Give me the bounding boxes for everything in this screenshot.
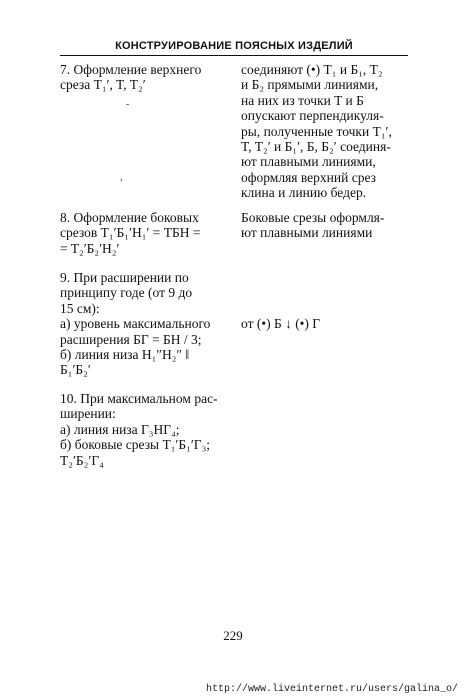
text-line: ширении: xyxy=(60,406,116,422)
step-description xyxy=(60,62,232,93)
source-watermark: http://www.liveinternet.ru/users/galina_o/ xyxy=(205,684,458,695)
text-line: Б₁′Б₂′ xyxy=(60,362,91,378)
header-rule xyxy=(60,55,408,56)
text-line xyxy=(241,285,408,300)
text-line: от (•) Б ↓ (•) Г xyxy=(241,316,321,332)
text-line: T₂′Б₂′Г₄ xyxy=(60,452,104,468)
text-line: 15 см): xyxy=(60,300,100,316)
text-line: ют плавными линиями xyxy=(241,225,373,241)
text-line: б) боковые срезы T₁′Б₁′Г₃; xyxy=(60,437,211,453)
text-line: срезов T₁′Б₁′Н₁′ = TБН = xyxy=(60,225,201,241)
step-instruction xyxy=(241,270,408,332)
text-line: 10. При максимальном рас- xyxy=(60,391,218,406)
print-speck: - xyxy=(126,99,130,110)
page-number: 229 xyxy=(223,628,243,643)
text-line: = T₂′Б₂′Н₂′ xyxy=(60,240,120,256)
step-description xyxy=(60,270,232,378)
running-header: КОНСТРУИРОВАНИЕ ПОЯСНЫХ ИЗДЕЛИЙ xyxy=(115,40,353,52)
text-line: 9. При расширении по xyxy=(60,270,189,285)
text-line: среза T₁′, T, T₂′ xyxy=(60,77,146,93)
step-description xyxy=(60,391,232,468)
text-line: клина и линию бедер. xyxy=(241,185,367,201)
text-line: расширения БГ = БН / 3; xyxy=(60,331,202,347)
step-instruction xyxy=(241,210,408,241)
step-description xyxy=(60,210,232,256)
text-line: б) линия низа Н₁″Н₂″ ‖ xyxy=(60,347,190,363)
text-line: а) уровень максимального xyxy=(60,316,211,332)
text-line: 7. Оформление верхнего xyxy=(60,62,202,77)
text-line: ют плавными линиями, xyxy=(241,154,376,170)
text-line: опускают перпендикуля- xyxy=(241,108,384,124)
text-line: ры, полученные точки T₁′, xyxy=(241,123,392,139)
text-line xyxy=(241,270,408,285)
text-line: 8. Оформление боковых xyxy=(60,210,199,225)
text-line: и Б₂ прямыми линиями, xyxy=(241,77,379,93)
text-line: соединяют (•) T₁ и Б₁, T₂ xyxy=(241,62,383,77)
text-line: Боковые срезы оформля- xyxy=(241,210,385,225)
text-line: принципу годе (от 9 до xyxy=(60,285,193,301)
step-instruction xyxy=(241,62,408,201)
text-line: на них из точки T и Б xyxy=(241,92,364,108)
text-line: T, T₂′ и Б₁′, Б, Б₂′ соединя- xyxy=(241,139,391,155)
text-line: а) линия низа Г₃НГ₄; xyxy=(60,421,180,437)
print-speck: , xyxy=(120,172,123,183)
text-line: оформляя верхний срез xyxy=(241,169,376,185)
text-line xyxy=(241,301,408,316)
